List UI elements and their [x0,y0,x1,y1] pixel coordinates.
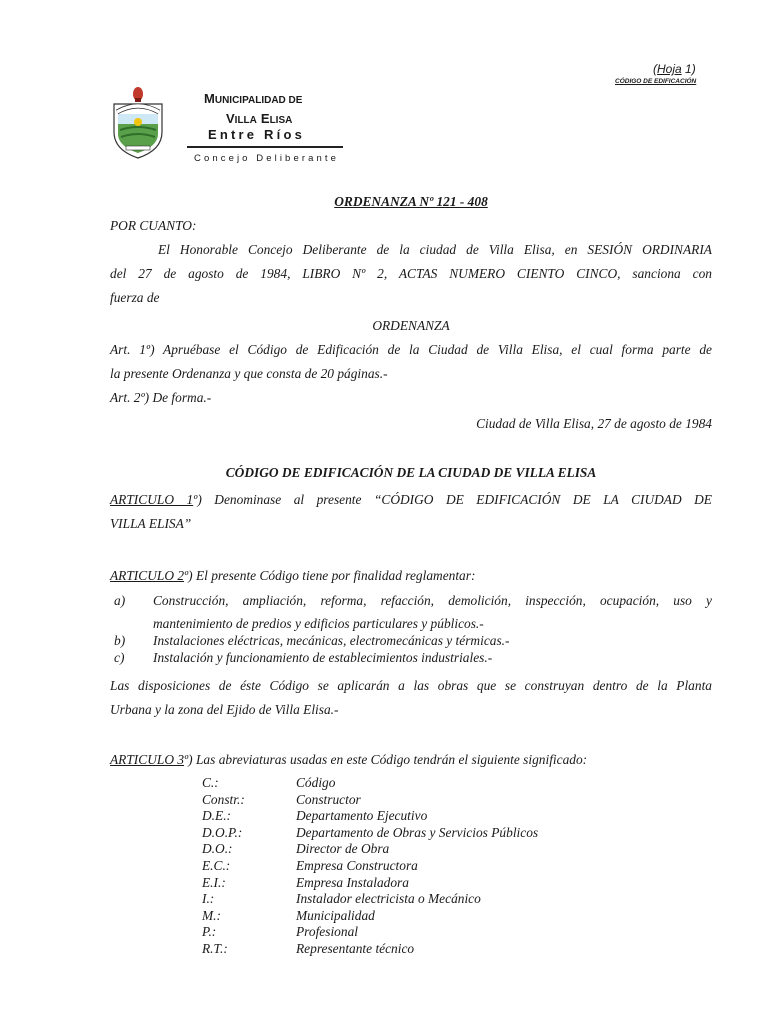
article-1-line2: VILLA ELISA” [110,516,192,531]
article-3-intro: ARTICULO 3º) Las abreviaturas usadas en este Código tendrán el siguiente significado: [110,752,588,767]
article-2-provisions-line2: Urbana y la zona del Ejido de Villa Elisa.- [110,702,339,717]
abbreviation-meaning: Empresa Instaladora [296,874,409,890]
list-item-a-line1: Construcción, ampliación, reforma, refacción, demolición, inspección, ocupación, uso y [153,593,712,608]
sheet-number-label: (Hoja 1) [653,62,696,76]
province-name: Entre Ríos [208,127,306,142]
article-3-label: ARTICULO 3 [110,752,185,767]
article-2-provisions-line1: Las disposiciones de éste Código se aplicarán a las obras que se construyan dentro de la Planta [110,678,712,693]
ordinance-art1-line2: la presente Ordenanza y que consta de 20 páginas.- [110,366,388,381]
ordinance-date-line: Ciudad de Villa Elisa, 27 de agosto de 1984 [476,416,712,431]
abbreviation-key: E.I.: [202,874,226,890]
abbreviation-meaning: Director de Obra [296,841,390,857]
abbreviation-key: R.T.: [202,941,228,956]
abbreviation-key: M.: [202,907,221,923]
abbreviation-key: P.: [202,924,217,940]
article-2-intro: ARTICULO 2º) El presente Código tiene por finalidad reglamentar: [110,568,476,583]
council-name: Concejo Deliberante [194,153,339,164]
article-1-label: ARTICULO 1 [110,492,194,507]
abbreviation-meaning: Profesional [296,924,358,940]
abbreviation-key: E.C.: [202,858,231,873]
list-item-b: Instalaciones eléctricas, mecánicas, electromecánicas y térmicas.- [153,633,510,648]
municipality-name-line2: VILLA ELISA [226,111,293,126]
article-2-label: ARTICULO 2 [110,568,185,583]
code-tag: CÓDIGO DE EDIFICACIÓN [615,78,697,85]
municipality-name-line1: MUNICIPALIDAD DE [204,91,303,106]
abbreviation-meaning: Municipalidad [296,907,375,923]
list-marker-b: b) [114,633,126,648]
letterhead-divider [187,146,343,148]
por-cuanto-label: POR CUANTO: [110,218,197,233]
abbreviation-meaning: Código [296,775,336,790]
abbreviation-key: D.O.: [202,841,233,857]
list-item-a-line2: mantenimiento de predios y edificios particulares y públicos.- [153,616,484,631]
abbreviation-key: D.O.P.: [202,824,243,840]
ordenanza-heading: ORDENANZA [372,318,450,333]
abbreviation-key: D.E.: [202,808,232,824]
ordinance-art2: Art. 2º) De forma.- [110,390,212,405]
list-marker-a: a) [114,593,126,608]
ordinance-paragraph-line3: fuerza de [110,290,160,305]
article-1-line1: ARTICULO 1º) Denominase al presente “CÓDIGO DE EDIFICACIÓN DE LA CIUDAD DE [110,492,712,507]
abbreviation-key: I.: [202,891,215,907]
ordinance-title: ORDENANZA Nº 121 - 408 [334,194,488,209]
abbreviation-meaning: Departamento Ejecutivo [296,808,428,824]
ordinance-art1-line1: Art. 1º) Apruébase el Código de Edificación de la Ciudad de Villa Elisa, el cual forma parte de [110,342,712,357]
abbreviation-meaning: Empresa Constructora [296,858,418,873]
abbreviation-key: Constr.: [202,791,245,807]
list-marker-c: c) [114,650,125,665]
abbreviation-meaning: Constructor [296,791,361,807]
abbreviation-meaning: Instalador electricista o Mecánico [296,891,481,907]
coat-of-arms-seal [108,84,168,162]
code-title: CÓDIGO DE EDIFICACIÓN DE LA CIUDAD DE VILLA ELISA [225,465,597,480]
abbreviation-meaning: Representante técnico [296,941,415,956]
ordinance-paragraph-line1: El Honorable Concejo Deliberante de la ciudad de Villa Elisa, en SESIÓN ORDINARIA [158,242,712,257]
abbreviation-key: C.: [202,775,219,790]
abbreviation-meaning: Departamento de Obras y Servicios Públicos [296,824,539,840]
ordinance-paragraph-line2: del 27 de agosto de 1984, LIBRO Nº 2, ACTAS NUMERO CIENTO CINCO, sanciona con [110,266,712,281]
list-item-c: Instalación y funcionamiento de establecimientos industriales.- [153,650,493,665]
